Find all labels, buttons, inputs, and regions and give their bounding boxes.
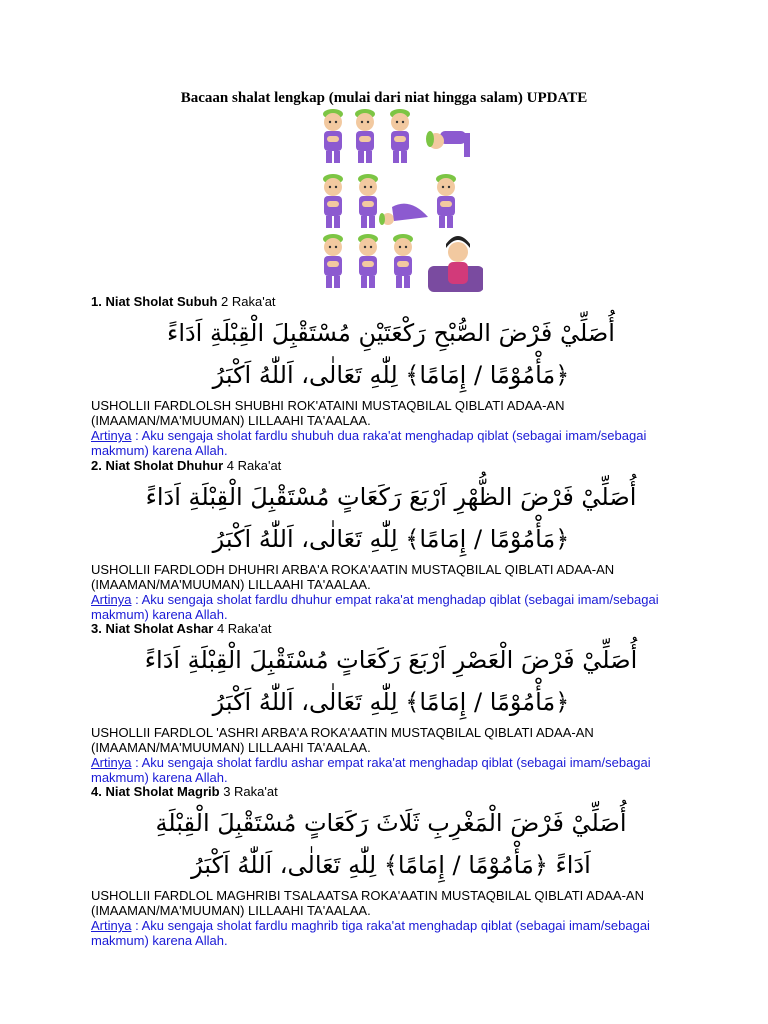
section-heading (91, 784, 691, 800)
meaning (91, 755, 691, 785)
section-heading (91, 294, 691, 310)
niat-section-dhuhur (91, 458, 691, 622)
transliteration: USHOLLII FARDLODH DHUHRI ARBA'A ROKA'AATIN MUSTAQBILAL QIBLATI ADAA-AN (IMAAMAN/MA'MUUMAN) LILLAAHI TA'AALAA. (91, 562, 615, 592)
rakaat-count: 3 Raka'at (219, 784, 278, 799)
meaning-label: Artinya (91, 428, 132, 443)
meaning-text: : Aku sengaja sholat fardlu shubuh dua raka'at menghadap qiblat (sebagai imam/sebagai makmum) karena Allah. (91, 428, 647, 458)
meaning (91, 428, 691, 458)
arabic-line: ﴿مَأْمُوْمًا / إِمَامًا﴾ لِلّٰهِ تَعَالٰى، اَللّٰهُ اَكْبَرُ (212, 688, 570, 716)
section-heading (91, 621, 691, 637)
arabic-line: أُصَلِّيْ فَرْضَ الصُّبْحِ رَكْعَتَيْنِ مُسْتَقْبِلَ الْقِبْلَةِ اَدَاءً (167, 319, 615, 347)
prayer-name: 4. Niat Sholat Magrib (91, 784, 220, 799)
meaning-text: : Aku sengaja sholat fardlu ashar empat raka'at menghadap qiblat (sebagai imam/sebagai makmum) karena Allah. (91, 755, 651, 785)
page-title: Bacaan shalat lengkap (mulai dari niat hingga salam) UPDATE (180, 90, 588, 106)
niat-section-subuh (91, 294, 691, 458)
prayer-name: 2. Niat Sholat Dhuhur (91, 458, 224, 473)
arabic-line: أُصَلِّيْ فَرْضَ الْمَغْرِبِ ثَلَاثَ رَكَعَاتٍ مُسْتَقْبِلَ الْقِبْلَةِ (155, 809, 627, 837)
meaning-label: Artinya (91, 918, 132, 933)
transliteration: USHOLLII FARDLOL MAGHRIBI TSALAATSA ROKA'AATIN MUSTAQBILAL QIBLATI ADAA-AN (IMAAMAN/MA'MUUMAN) LILLAAHI TA'AALAA. (91, 888, 644, 918)
arabic-intention (91, 639, 691, 723)
niat-section-magrib (91, 784, 691, 948)
arabic-line: ﴿مَأْمُوْمًا / إِمَامًا﴾ لِلّٰهِ تَعَالٰى، اَللّٰهُ اَكْبَرُ (212, 361, 570, 389)
meaning (91, 592, 691, 622)
prayer-positions-illustration (318, 108, 483, 298)
meaning-label: Artinya (91, 592, 132, 607)
arabic-intention (91, 802, 691, 886)
arabic-line: أُصَلِّيْ فَرْضَ الْعَصْرِ اَرْبَعَ رَكَعَاتٍ مُسْتَقْبِلَ الْقِبْلَةِ اَدَاءً (144, 646, 638, 674)
rakaat-count: 4 Raka'at (223, 458, 282, 473)
transliteration: USHOLLII FARDLOL 'ASHRI ARBA'A ROKA'AATIN MUSTAQBILAL QIBLATI ADAA-AN (IMAAMAN/MA'MUUMAN) LILLAAHI TA'AALAA. (91, 725, 594, 755)
arabic-line: ﴿مَأْمُوْمًا / إِمَامًا﴾ لِلّٰهِ تَعَالٰى، اَللّٰهُ اَكْبَرُ (212, 525, 570, 553)
arabic-line: أُصَلِّيْ فَرْضَ الظُّهْرِ اَرْبَعَ رَكَعَاتٍ مُسْتَقْبِلَ الْقِبْلَةِ اَدَاءً (145, 483, 637, 511)
rakaat-count: 4 Raka'at (213, 621, 272, 636)
meaning-text: : Aku sengaja sholat fardlu maghrib tiga raka'at menghadap qiblat (sebagai imam/sebagai makmum) karena Allah. (91, 918, 650, 948)
meaning-label: Artinya (91, 755, 132, 770)
niat-section-ashar (91, 621, 691, 785)
prayer-name: 1. Niat Sholat Subuh (91, 294, 218, 309)
children-praying-icon (318, 108, 483, 298)
arabic-line: اَدَاءً ﴿مَأْمُوْمًا / إِمَامًا﴾ لِلّٰهِ تَعَالٰى، اَللّٰهُ اَكْبَرُ (191, 851, 591, 879)
rakaat-count: 2 Raka'at (217, 294, 276, 309)
meaning-text: : Aku sengaja sholat fardlu dhuhur empat raka'at menghadap qiblat (sebagai imam/sebagai makmum) karena Allah. (91, 592, 659, 622)
arabic-intention (91, 476, 691, 560)
meaning (91, 918, 691, 948)
arabic-intention (91, 312, 691, 396)
section-heading (91, 458, 691, 474)
prayer-name: 3. Niat Sholat Ashar (91, 621, 214, 636)
transliteration: USHOLLII FARDLOLSH SHUBHI ROK'ATAINI MUSTAQBILAL QIBLATI ADAA-AN (IMAAMAN/MA'MUUMAN) LILLAAHI TA'AALAA. (91, 398, 565, 428)
